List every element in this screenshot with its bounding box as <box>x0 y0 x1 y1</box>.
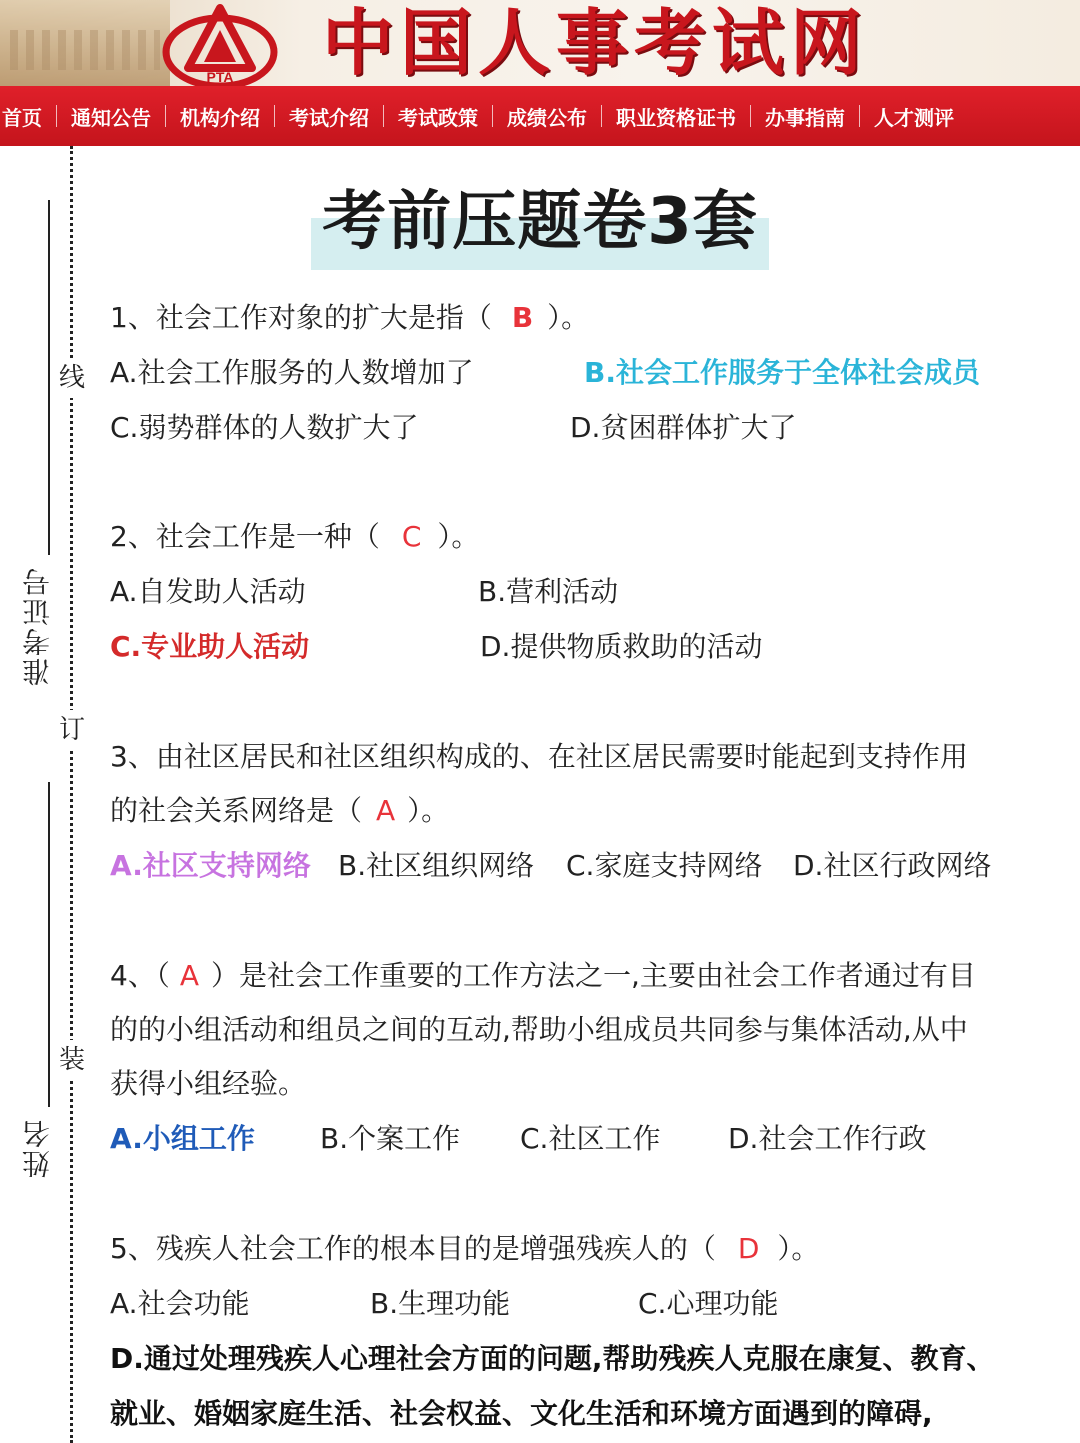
nav-item-guide[interactable] <box>755 86 855 146</box>
question-4-option-a: A.小组工作 <box>110 1122 255 1155</box>
nav-divider <box>383 105 384 127</box>
nav-divider <box>492 105 493 127</box>
nav-item-exams[interactable] <box>279 86 379 146</box>
question-3-option-b: B.社区组织网络 <box>338 849 535 882</box>
nav-item-policy[interactable] <box>388 86 488 146</box>
site-banner <box>0 0 1080 86</box>
question-4-option-d: D.社会工作行政 <box>728 1122 927 1155</box>
question-2-option-a: A.自发助人活动 <box>110 575 306 608</box>
nav-item-notices[interactable] <box>61 86 161 146</box>
question-5-option-d-line-1: D.通过处理残疾人心理社会方面的问题,帮助残疾人克服在康复、教育、 <box>110 1342 995 1375</box>
question-1-answer: B <box>511 301 534 334</box>
nav-item-label: 机构介绍 <box>180 105 260 130</box>
question-2-option-d: D.提供物质救助的活动 <box>480 630 763 663</box>
exam-number-label: 准考证号 <box>21 566 54 686</box>
question-5-option-c: C.心理功能 <box>638 1287 779 1320</box>
nav-item-about[interactable] <box>170 86 270 146</box>
question-3-option-a: A.社区支持网络 <box>110 849 311 882</box>
question-2-stem: 2、社会工作是一种（ C ）。 <box>110 520 480 553</box>
nav-item-scores[interactable] <box>497 86 597 146</box>
question-1-stem: 1、社会工作对象的扩大是指（ B ）。 <box>110 301 590 334</box>
binding-char-ding: 订 <box>58 710 86 750</box>
question-2-option-c: C.专业助人活动 <box>110 630 310 663</box>
question-3-answer: A <box>376 794 396 827</box>
question-4-stem-line-3: 获得小组经验。 <box>110 1067 307 1100</box>
question-5-stem: 5、残疾人社会工作的根本目的是增强残疾人的（ D ）。 <box>110 1232 820 1265</box>
question-3-option-d: D.社区行政网络 <box>793 849 992 882</box>
question-3-stem-line-2: 的社会关系网络是（ A ）。 <box>110 794 450 827</box>
nav-item-label: 通知公告 <box>71 105 151 130</box>
site-title: 中国人事考试网 <box>322 0 869 85</box>
question-3-option-c: C.家庭支持网络 <box>566 849 763 882</box>
nav-divider <box>56 105 57 127</box>
question-3-stem-line-1: 3、由社区居民和社区组织构成的、在社区居民需要时能起到支持作用 <box>110 740 968 773</box>
nav-item-certificates[interactable] <box>606 86 746 146</box>
question-4-option-c: C.社区工作 <box>520 1122 661 1155</box>
nav-item-label: 人才测评 <box>874 105 954 130</box>
question-4-option-b: B.个案工作 <box>320 1122 461 1155</box>
binding-dotted-line <box>70 146 73 1443</box>
nav-item-label: 考试介绍 <box>289 105 369 130</box>
nav-item-label: 职业资格证书 <box>616 105 736 130</box>
pta-logo-icon <box>160 2 280 86</box>
nav-divider <box>274 105 275 127</box>
main-nav <box>0 86 1080 146</box>
question-4-answer: A <box>179 959 199 992</box>
question-2-answer: C <box>401 520 422 553</box>
name-label: 姓名 <box>21 1118 54 1178</box>
question-5-option-a: A.社会功能 <box>110 1287 250 1320</box>
question-1-option-d: D.贫困群体扩大了 <box>570 411 797 444</box>
exam-number-line <box>48 200 50 555</box>
name-line <box>48 782 50 1107</box>
question-4-stem-line-1: 4、（ A ）是社会工作重要的工作方法之一,主要由社会工作者通过有目 <box>110 959 976 992</box>
nav-item-home[interactable] <box>0 86 52 146</box>
nav-item-label: 首页 <box>2 105 42 130</box>
question-5-option-b: B.生理功能 <box>370 1287 511 1320</box>
binding-char-zhuang: 装 <box>58 1040 86 1080</box>
question-4-stem-line-2: 的的小组活动和组员之间的互动,帮助小组成员共同参与集体活动,从中 <box>110 1013 968 1046</box>
page-title: 考前压题卷3套 <box>322 185 758 259</box>
great-wall-image <box>0 0 170 86</box>
nav-divider <box>859 105 860 127</box>
nav-item-label: 考试政策 <box>398 105 478 130</box>
question-1-option-a: A.社会工作服务的人数增加了 <box>110 356 474 389</box>
nav-divider <box>750 105 751 127</box>
question-5-answer: D <box>737 1232 760 1265</box>
binding-char-xian: 线 <box>58 358 86 398</box>
question-2-option-b: B.营利活动 <box>478 575 619 608</box>
question-1-option-c: C.弱势群体的人数扩大了 <box>110 411 419 444</box>
logo-text: PTA <box>206 69 234 85</box>
nav-item-label: 成绩公布 <box>507 105 587 130</box>
nav-item-assessment[interactable] <box>864 86 964 146</box>
question-5-option-d-line-2: 就业、婚姻家庭生活、社会权益、文化生活和环境方面遇到的障碍, <box>110 1397 933 1430</box>
nav-item-label: 办事指南 <box>765 105 845 130</box>
nav-divider <box>601 105 602 127</box>
question-1-option-b: B.社会工作服务于全体社会成员 <box>584 356 980 389</box>
nav-divider <box>165 105 166 127</box>
